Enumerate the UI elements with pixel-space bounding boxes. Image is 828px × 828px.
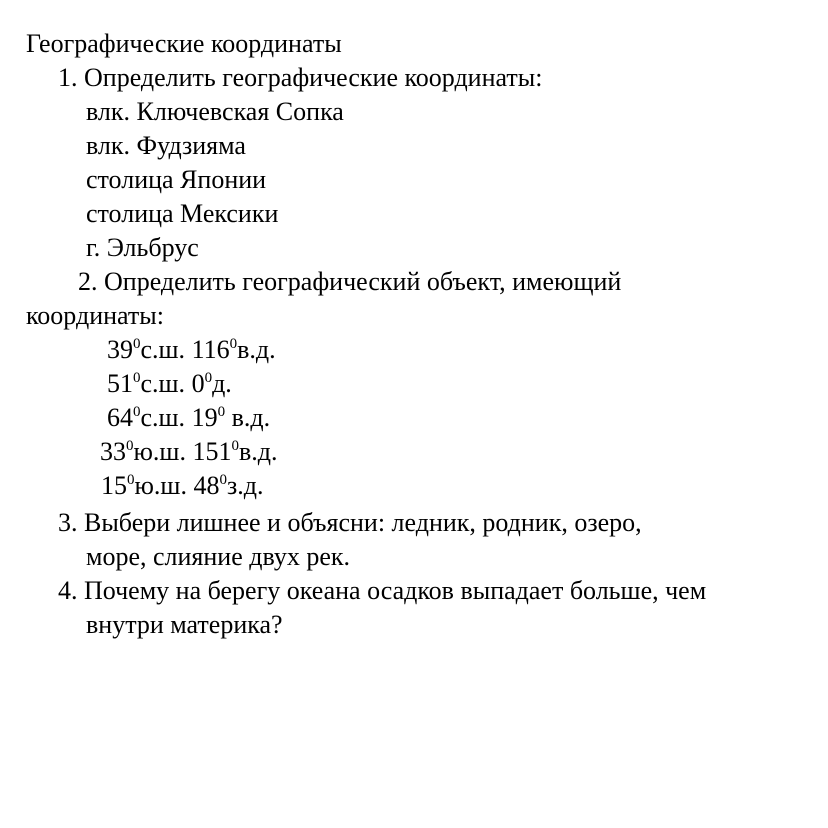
latitude-suffix: с.ш. [140, 369, 192, 398]
task-3-line2: море, слияние двух рек. [86, 542, 351, 571]
degree-mark: 0 [204, 370, 213, 386]
latitude-value: 51 [107, 369, 133, 398]
longitude-suffix: в.д. [238, 437, 278, 466]
coordinate-row [100, 435, 277, 469]
task-3-line1: Выбери лишнее и объясни: ледник, родник, озеро, [84, 508, 642, 537]
longitude-value: 151 [192, 437, 232, 466]
coordinate-row [107, 401, 270, 435]
task-3-heading [58, 506, 642, 540]
longitude-suffix: д. [212, 369, 232, 398]
task-1-item: столица Японии [86, 165, 267, 194]
task-4-heading [58, 574, 706, 608]
degree-mark: 0 [127, 472, 135, 488]
degree-mark: 0 [231, 438, 239, 454]
coordinate-row [107, 367, 232, 401]
latitude-value: 39 [107, 335, 133, 364]
task-2-text-line1: Определить географический объект, имеющий [104, 267, 622, 296]
task-1-number: 1. [58, 63, 78, 92]
coordinate-row [101, 469, 263, 503]
latitude-suffix: с.ш. [140, 335, 192, 364]
degree-mark: 0 [133, 370, 141, 386]
degree-mark: 0 [219, 472, 227, 488]
longitude-suffix: в.д. [225, 403, 271, 432]
task-3-number: 3. [58, 508, 78, 537]
degree-mark: 0 [133, 404, 141, 420]
latitude-suffix: с.ш. [140, 403, 192, 432]
longitude-suffix: в.д. [237, 335, 276, 364]
longitude-value: 48 [193, 471, 220, 500]
latitude-suffix: ю.ш. [133, 437, 193, 466]
task-4-line2: внутри материка? [86, 610, 283, 639]
task-1-item: влк. Ключевская Сопка [86, 97, 344, 126]
longitude-suffix: з.д. [226, 471, 264, 500]
degree-mark: 0 [229, 336, 238, 352]
task-1-heading [58, 61, 542, 95]
degree-mark: 0 [217, 404, 226, 420]
longitude-value: 0 [191, 369, 205, 398]
task-1-item: столица Мексики [86, 199, 279, 228]
coordinate-row [107, 333, 276, 367]
task-2-heading [78, 265, 621, 299]
latitude-value: 15 [101, 471, 127, 500]
task-2-text-line2: координаты: [26, 301, 164, 330]
degree-mark: 0 [133, 336, 141, 352]
page-title: Географические координаты [26, 29, 342, 58]
task-1-item: г. Эльбрус [86, 233, 199, 262]
task-2-number: 2. [78, 267, 98, 296]
task-4-number: 4. [58, 576, 78, 605]
degree-mark: 0 [126, 438, 134, 454]
latitude-suffix: ю.ш. [134, 471, 194, 500]
latitude-value: 33 [100, 437, 126, 466]
task-1-item: влк. Фудзияма [86, 131, 246, 160]
latitude-value: 64 [107, 403, 133, 432]
longitude-value: 116 [191, 335, 230, 364]
task-4-line1: Почему на берегу океана осадков выпадает больше, чем [84, 576, 707, 605]
longitude-value: 19 [191, 403, 218, 432]
task-1-text: Определить географические координаты: [84, 63, 543, 92]
